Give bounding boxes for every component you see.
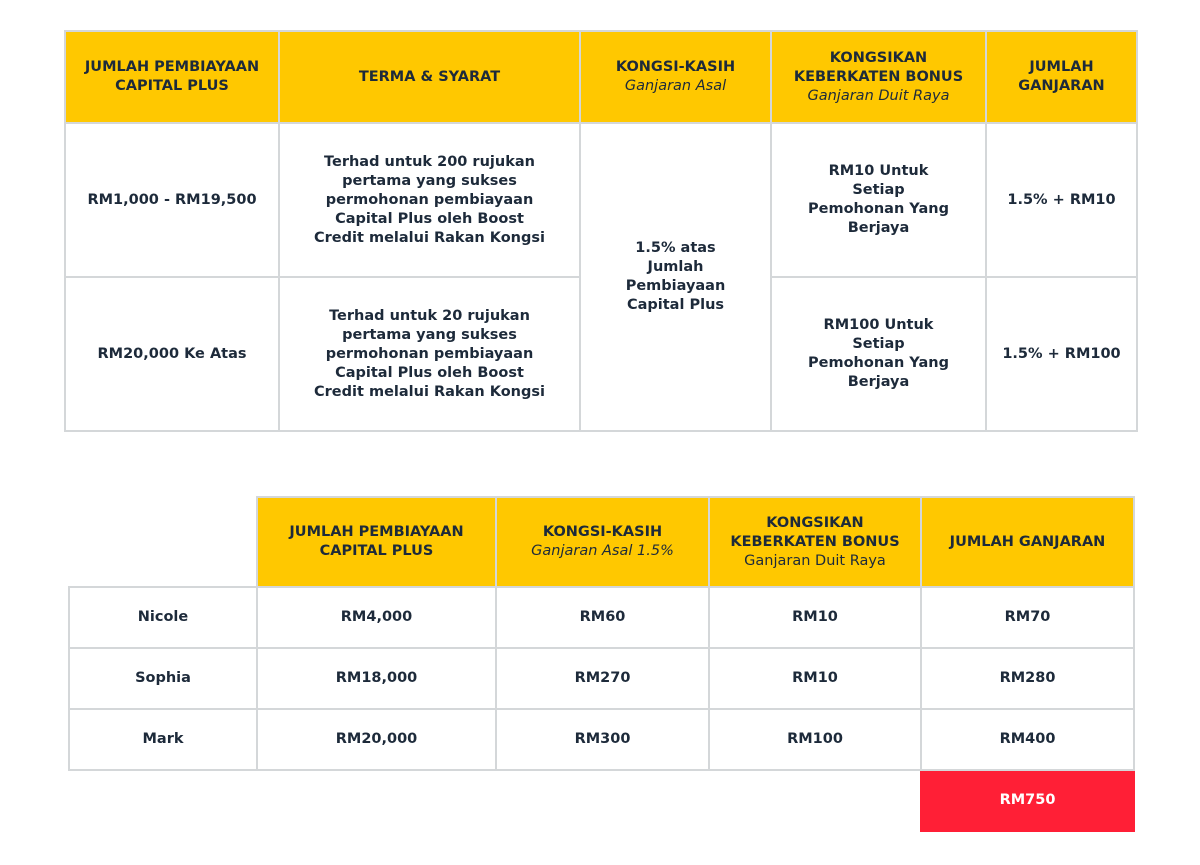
- cell-bonus: RM10 Untuk Setiap Pemohonan Yang Berjaya: [771, 123, 986, 277]
- header-bonus-reward: KONGSIKAN KEBERKATEN BONUS Ganjaran Duit Raya: [771, 31, 986, 123]
- cell-terms: Terhad untuk 20 rujukan pertama yang sukses permohonan pembiayaan Capital Plus oleh Boost Credit melalui Rakan Kongsi: [279, 277, 580, 431]
- header-empty: [69, 497, 257, 587]
- header-financing-amount: JUMLAH PEMBIAYAAN CAPITAL PLUS: [65, 31, 279, 123]
- grand-total-spacer: [69, 770, 921, 831]
- cell-shared-reward: 1.5% atas Jumlah Pembiayaan Capital Plus: [580, 123, 771, 431]
- header-base-reward: KONGSI-KASIH Ganjaran Asal: [580, 31, 771, 123]
- header-base-reward: KONGSI-KASIH Ganjaran Asal 1.5%: [496, 497, 709, 587]
- grand-total: RM750: [921, 770, 1134, 831]
- cell-base: RM60: [496, 587, 709, 648]
- grand-total-row: [69, 770, 1134, 831]
- cell-amount: RM18,000: [257, 648, 496, 709]
- cell-total: 1.5% + RM10: [986, 123, 1137, 277]
- cell-amount: RM20,000 Ke Atas: [65, 277, 279, 431]
- cell-bonus: RM100: [709, 709, 921, 770]
- table-row: [69, 648, 1134, 709]
- cell-base: RM270: [496, 648, 709, 709]
- table-row: [65, 123, 1137, 277]
- cell-name: Sophia: [69, 648, 257, 709]
- cell-amount: RM4,000: [257, 587, 496, 648]
- table-row: [69, 587, 1134, 648]
- cell-total: RM280: [921, 648, 1134, 709]
- cell-total: 1.5% + RM100: [986, 277, 1137, 431]
- cell-total: RM70: [921, 587, 1134, 648]
- reward-terms-table: [64, 30, 1138, 432]
- header-bonus-reward-sub: Ganjaran Duit Raya: [744, 552, 886, 569]
- cell-base: RM300: [496, 709, 709, 770]
- table-row: [69, 709, 1134, 770]
- header-bonus-reward: KONGSIKAN KEBERKATEN BONUS Ganjaran Duit Raya: [709, 497, 921, 587]
- cell-bonus: RM10: [709, 648, 921, 709]
- cell-amount: RM1,000 - RM19,500: [65, 123, 279, 277]
- cell-bonus: RM10: [709, 587, 921, 648]
- header-financing-amount: JUMLAH PEMBIAYAAN CAPITAL PLUS: [257, 497, 496, 587]
- header-total-reward: JUMLAH GANJARAN: [986, 31, 1137, 123]
- cell-amount: RM20,000: [257, 709, 496, 770]
- header-base-reward-sub: Ganjaran Asal 1.5%: [531, 543, 674, 559]
- cell-total: RM400: [921, 709, 1134, 770]
- table-header-row: [65, 31, 1137, 123]
- cell-name: Nicole: [69, 587, 257, 648]
- cell-terms: Terhad untuk 200 rujukan pertama yang sukses permohonan pembiayaan Capital Plus oleh Boost Credit melalui Rakan Kongsi: [279, 123, 580, 277]
- header-base-reward-sub: Ganjaran Asal: [624, 78, 727, 94]
- cell-bonus: RM100 Untuk Setiap Pemohonan Yang Berjaya: [771, 277, 986, 431]
- header-total-reward: JUMLAH GANJARAN: [921, 497, 1134, 587]
- cell-name: Mark: [69, 709, 257, 770]
- header-terms: TERMA & SYARAT: [279, 31, 580, 123]
- reward-example-table: [68, 496, 1135, 832]
- table-header-row: [69, 497, 1134, 587]
- header-bonus-reward-sub: Ganjaran Duit Raya: [807, 87, 950, 104]
